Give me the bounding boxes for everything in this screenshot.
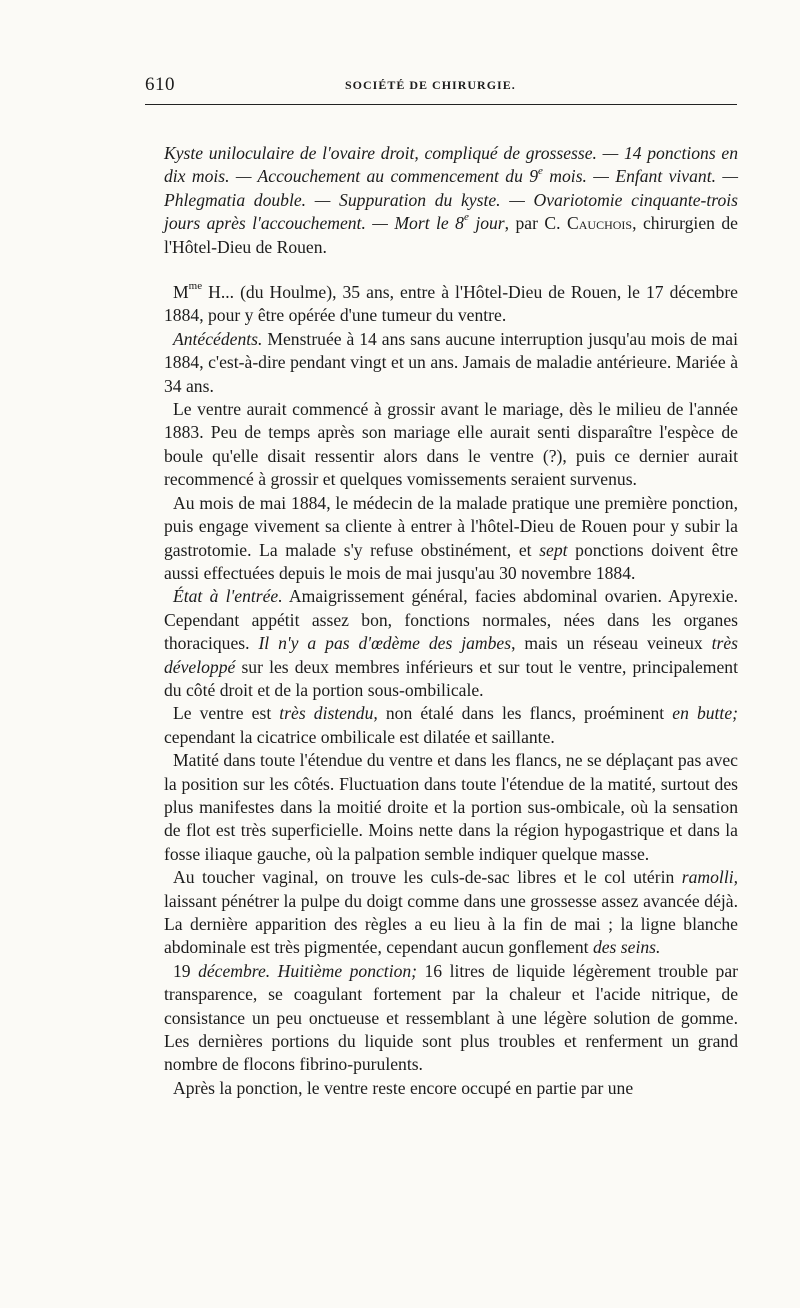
author-name: Cauchois <box>567 213 633 234</box>
page-number: 610 <box>145 74 175 95</box>
paragraph: Après la ponction, le ventre reste encore occupé en partie par une <box>173 1077 634 1098</box>
paragraph: Matité dans toute l'étendue du ventre et dans les flancs, ne se déplaçant pas avec la position sur les côtés. Fluctuation dans toute l'étendue de la matité, surtout des plus manifestes dans la moitié droite et la portion sus-ombicale, où la sensation de flot est très superficielle. Moins nette dans la région hypogastrique et dans la fosse iliaque gauche, où la palpation semble indiquer quelque masse. <box>164 750 738 864</box>
header-rule <box>145 104 737 105</box>
page-header <box>145 74 737 104</box>
paragraph: $M^{me}$ H... (du Houlme), 35 ans, entre à l'Hôtel-Dieu de Rouen, le 17 décembre 1884, pour y être opérée d'une tumeur du ventre. <box>164 280 738 326</box>
paragraph: Le ventre aurait commencé à grossir avant le mariage, dès le milieu de l'année 1883. Peu de temps après son mariage elle aurait senti disparaître l'espèce de boule qu'elle disait ressentir alors dans le ventre (?), puis ce dernier aurait recommencé à grossir et quelques vomissements seraient survenus. <box>164 399 738 490</box>
paragraph: Au mois de mai 1884, le médecin de la malade pratique une première ponction, puis engage vivement sa cliente à entrer à l'hôtel-Dieu de Rouen pour y subir la gastrotomie. La malade s'y refuse obstinément, et sept ponctions doivent être aussi effectuées depuis le mois de mai jusqu'au 30 novembre 1884. <box>164 492 739 583</box>
paragraph: Antécédents. Menstruée à 14 ans sans aucune interruption jusqu'au mois de mai 1884, c'est-à-dire pendant vingt et un ans. Jamais de maladie antérieure. Mariée à 34 ans. <box>164 328 738 396</box>
paragraph: État à l'entrée. Amaigrissement général, facies abdominal ovarien. Apyrexie. Cependant appétit assez bon, fonctions normales, nées dans les organes thoraciques. Il n'y a pas d'œdème des jambes, mais un réseau veineux très développé sur les deux membres inférieurs et sur tout le ventre, principalement du côté droit et de la portion sous-ombilicale. <box>164 586 739 700</box>
paragraph: 19 décembre. Huitième ponction; 16 litres de liquide légèrement trouble par transparence, se coagulant fortement par la chaleur et l'acide nitrique, de consistance un peu onctueuse et ressemblant à une légère solution de gomme. Les dernières portions du liquide sont plus troubles et renferment un grand nombre de flocons fibrino-purulents. <box>164 960 738 1075</box>
article-body <box>164 142 738 1100</box>
running-head: SOCIÉTÉ DE CHIRURGIE. <box>345 78 516 92</box>
article-title: Kyste uniloculaire de l'ovaire droit, compliqué de grossesse. — 14 ponctions en dix mois. — Accouchement au commencement du 9e mois. — Enfant vivant. — Phlegmatia double. — Suppuration du kyste. — Ovariotomie cinquante-trois jours après l'accouchement. — Mort le 8e jour, par C. Cauchois, chirurgien de l'Hôtel-Dieu de Rouen. <box>164 143 739 257</box>
paragraph: Le ventre est très distendu, non étalé dans les flancs, proéminent en butte; cependant la cicatrice ombilicale est dilatée et saillante. <box>164 703 738 747</box>
paragraph: Au toucher vaginal, on trouve les culs-de-sac libres et le col utérin ramolli, laissant pénétrer la pulpe du doigt comme dans une grossesse assez avancée déjà. La dernière apparition des règles a eu lieu à la fin de mai ; la ligne blanche abdominale est très pigmentée, cependant aucun gonflement des seins. <box>164 867 738 958</box>
